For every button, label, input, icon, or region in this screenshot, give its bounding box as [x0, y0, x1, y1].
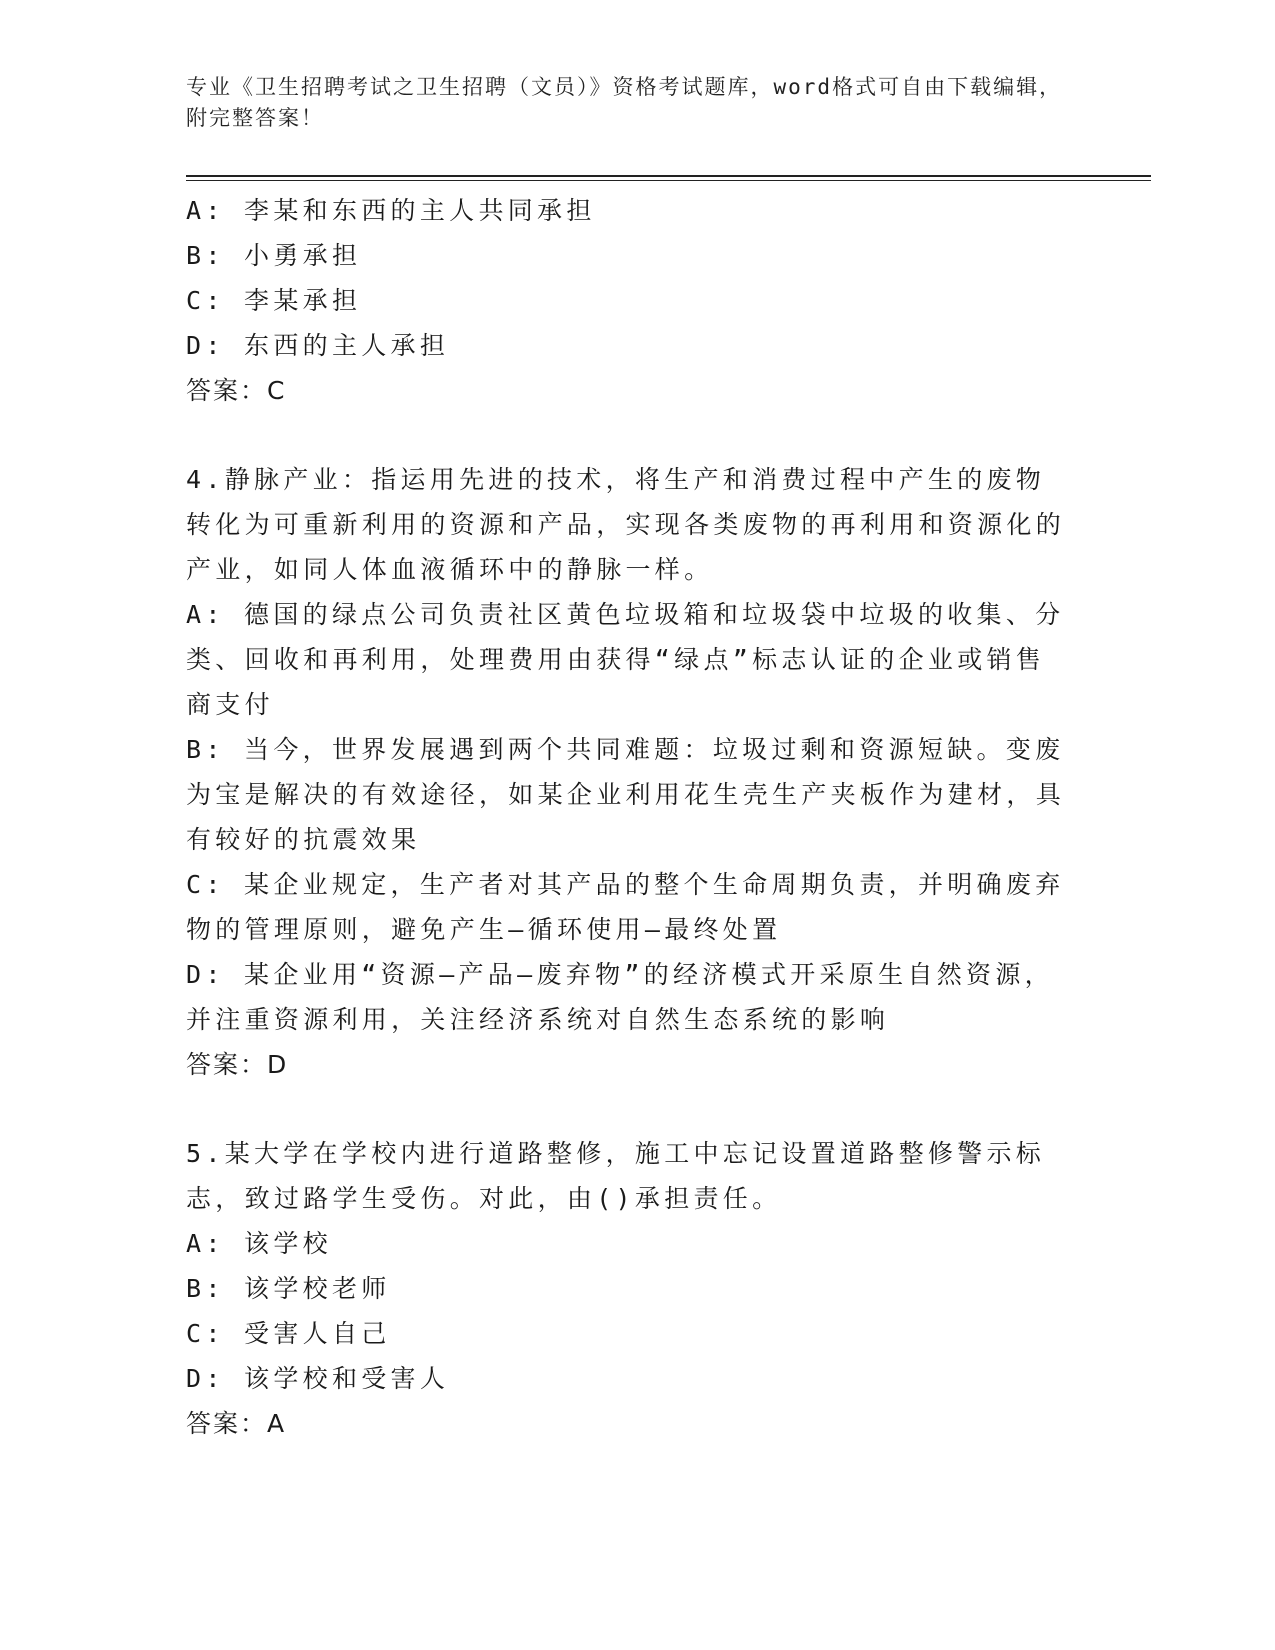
option-d: D: 该学校和受害人: [186, 1364, 450, 1393]
option-c: C: 某企业规定，生产者对其产品的整个生命周期负责，并明确废弃物的管理原则，避免产生—循环使用—最终处置: [186, 870, 1065, 944]
spacer: [186, 1087, 1066, 1131]
document-header: 专业《卫生招聘考试之卫生招聘（文员）》资格考试题库，word格式可自由下载编辑，附完整答案！: [186, 75, 1063, 130]
option-a: A: 李某和东西的主人共同承担: [186, 196, 596, 225]
option-b: B: 小勇承担: [186, 241, 362, 270]
option-b: B: 当今，世界发展遇到两个共同难题：垃圾过剩和资源短缺。变废为宝是解决的有效途径，如某企业利用花生壳生产夹板作为建材，具有较好的抗震效果: [186, 735, 1066, 854]
spacer: [186, 413, 1066, 457]
answer-label: 答案：A: [186, 1409, 287, 1438]
answer-label: 答案：C: [186, 376, 287, 405]
question-stem: 4.静脉产业：指运用先进的技术，将生产和消费过程中产生的废物转化为可重新利用的资源和产品，实现各类废物的再利用和资源化的产业，如同人体血液循环中的静脉一样。: [186, 465, 1066, 584]
option-c: C: 受害人自己: [186, 1319, 391, 1348]
header-rule-thick: [186, 175, 1151, 177]
option-c: C: 李某承担: [186, 286, 362, 315]
option-d: D: 东西的主人承担: [186, 331, 450, 360]
question-4-block: [186, 457, 1066, 1087]
question-5-block: [186, 1131, 1066, 1446]
question-stem: 5.某大学在学校内进行道路整修，施工中忘记设置道路整修警示标志，致过路学生受伤。对此，由()承担责任。: [186, 1139, 1046, 1213]
question-3-block: [186, 188, 1066, 413]
header-rule-thin: [186, 180, 1151, 181]
answer-label: 答案：D: [186, 1050, 289, 1079]
option-b: B: 该学校老师: [186, 1274, 391, 1303]
document-content: [186, 188, 1066, 1446]
option-a: A: 该学校: [186, 1229, 332, 1258]
option-a: A: 德国的绿点公司负责社区黄色垃圾箱和垃圾袋中垃圾的收集、分类、回收和再利用，处理费用由获得“绿点”标志认证的企业或销售商支付: [186, 600, 1065, 719]
option-d: D: 某企业用“资源—产品—废弃物”的经济模式开采原生自然资源，并注重资源利用，关注经济系统对自然生态系统的影响: [186, 960, 1054, 1034]
